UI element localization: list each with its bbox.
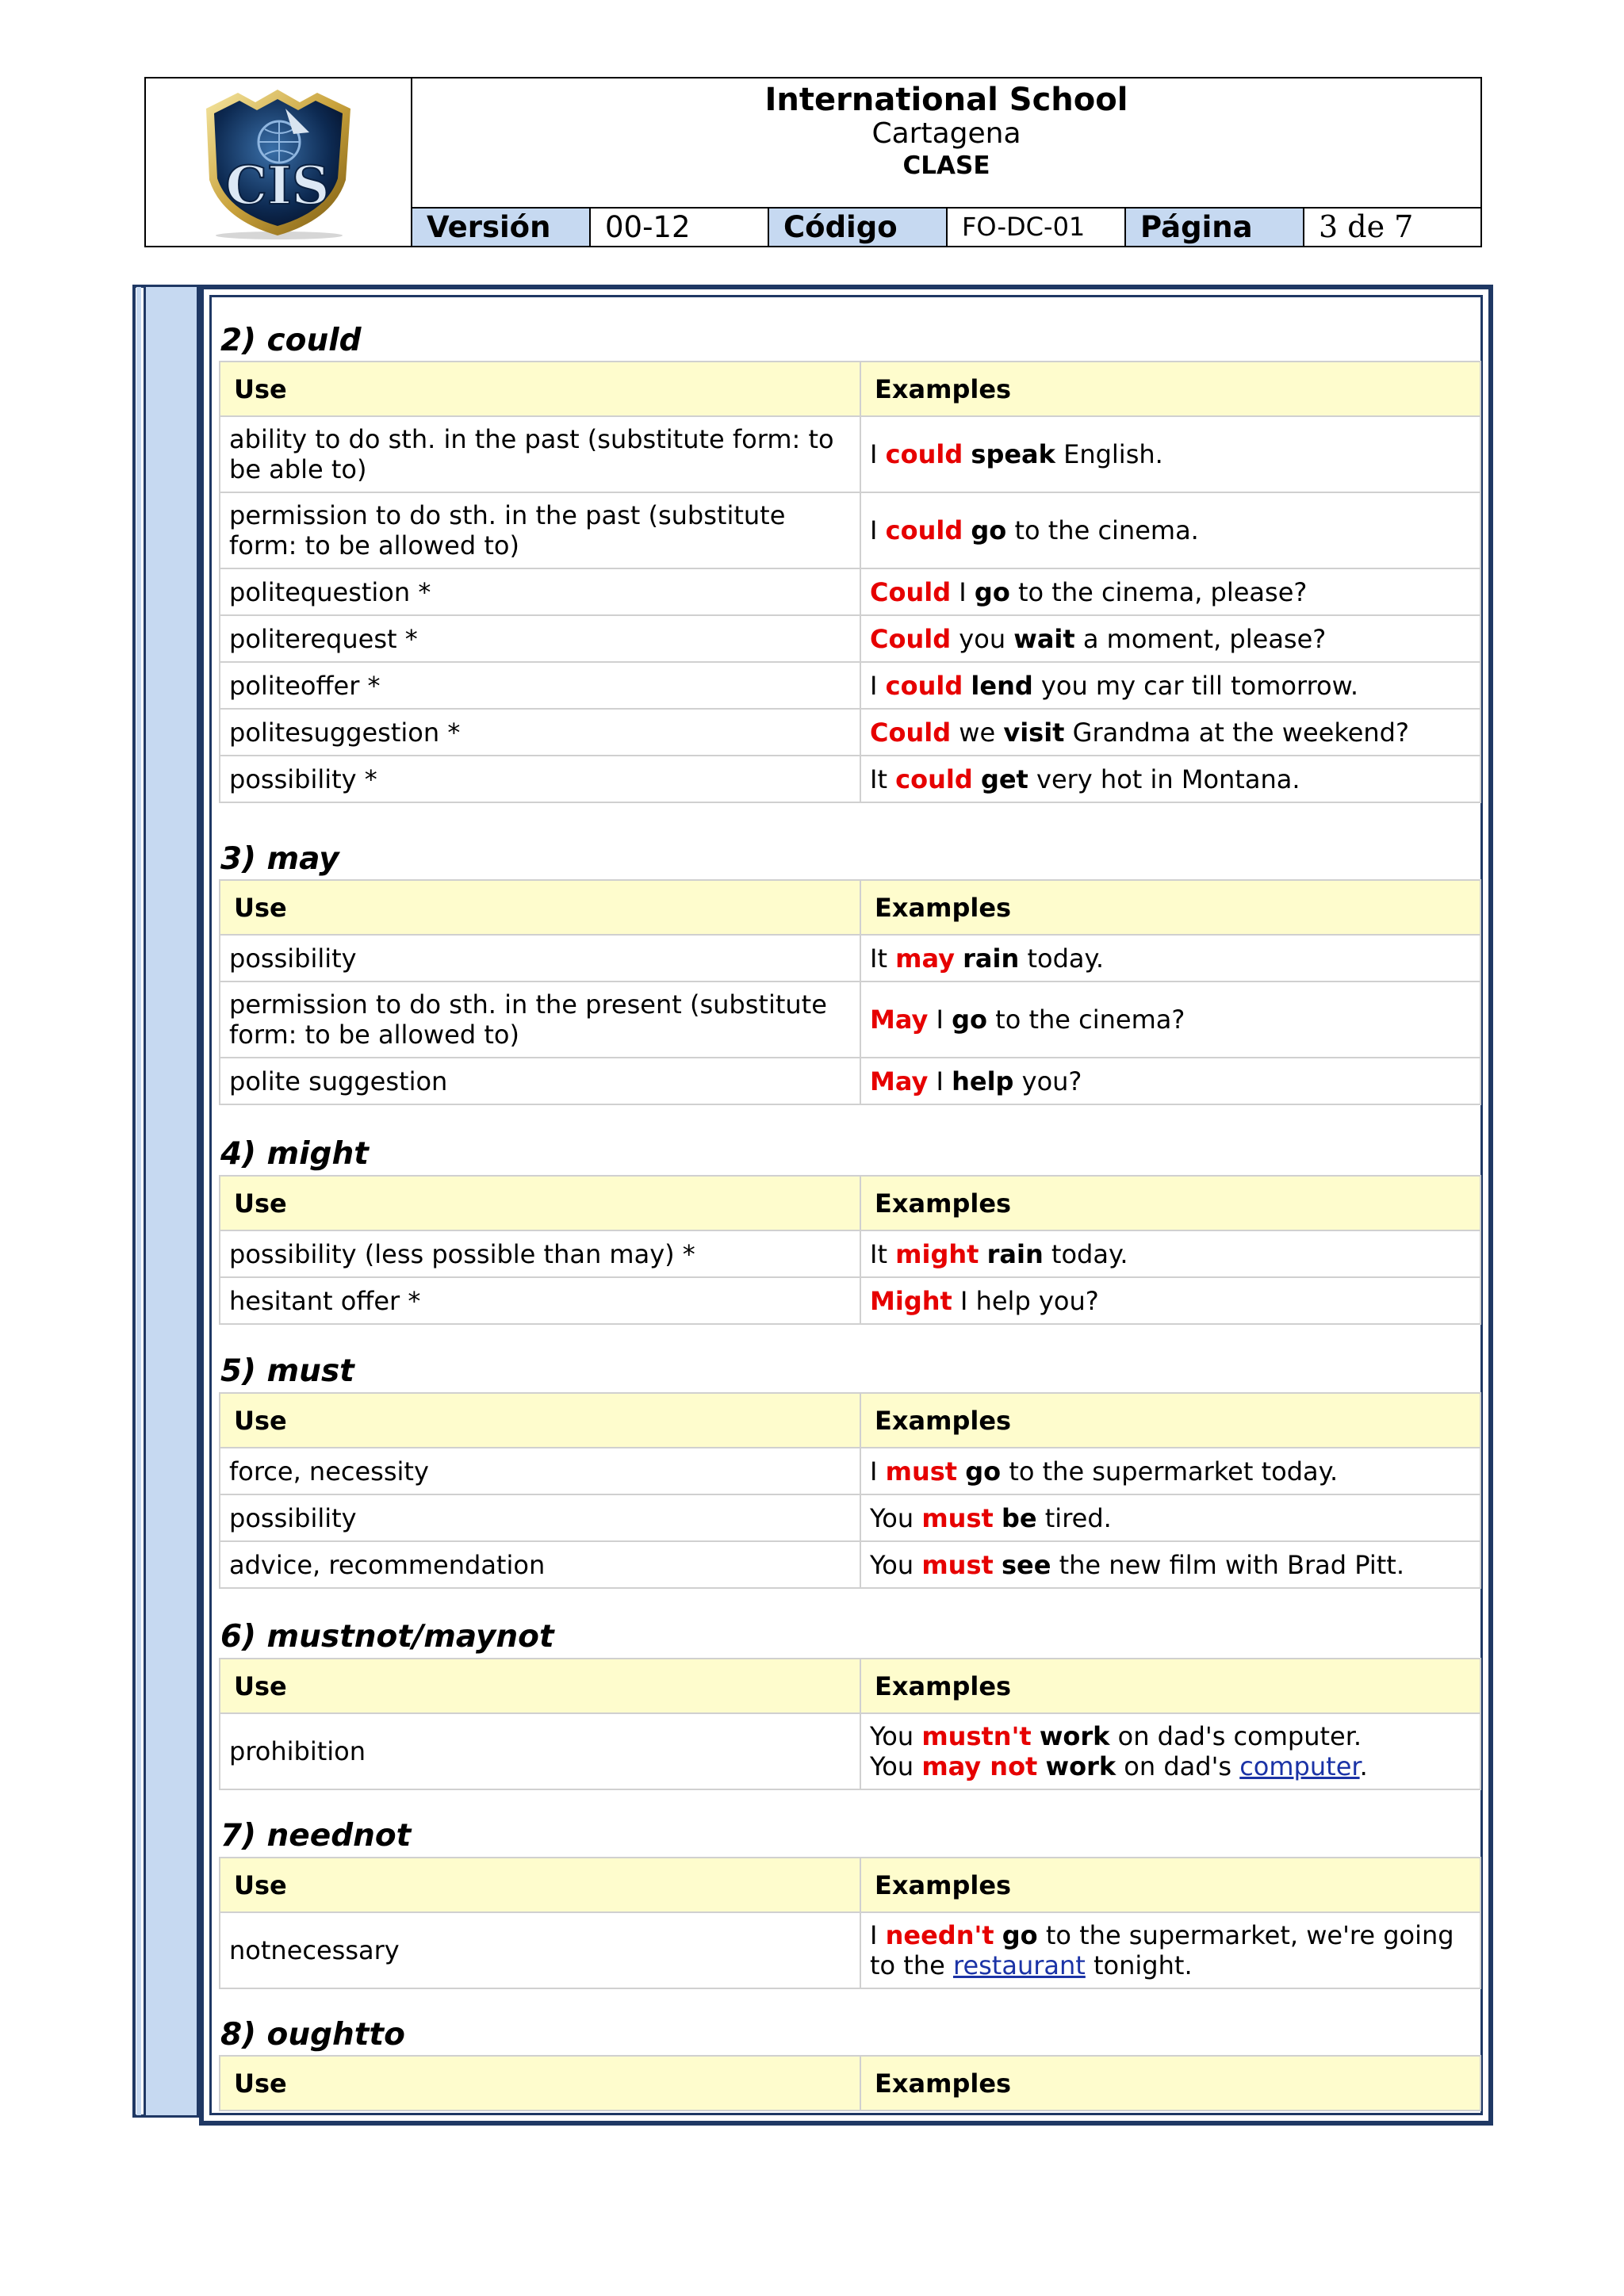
example-text: to the supermarket today. [1001,1456,1339,1487]
modal-verb: Could [870,623,952,654]
modal-verb: Could [870,717,952,748]
hyperlink[interactable]: restaurant [952,1950,1086,1980]
table-row [220,492,1480,568]
example-text [963,515,971,545]
example-text [1037,1751,1045,1781]
document-type: CLASE [902,151,990,180]
example-cell [860,709,1480,756]
main-verb: speak [971,439,1055,469]
example-text [1032,1721,1040,1751]
example-text: I help you? [952,1285,1099,1316]
school-logo-icon [182,85,373,240]
example-text: a moment, please? [1074,623,1327,654]
modal-verb: May [870,1066,929,1096]
example-text: I [870,439,886,469]
example-text: I [870,1920,886,1950]
table-header-row [220,1176,1480,1230]
example-text: I [870,1456,886,1487]
example-text: you my car till tomorrow. [1032,670,1358,701]
example-text: You [870,1502,922,1533]
example-cell [860,416,1480,492]
might-table [219,1175,1481,1325]
example-text: You [870,1751,922,1781]
modal-verb: must [921,1549,994,1580]
header-title-area [412,78,1480,209]
must-table [219,1392,1481,1589]
use-column-header: Use [220,1858,860,1912]
example-text: today. [1019,943,1105,974]
example-text: I [951,576,975,607]
example-text: It [870,943,896,974]
example-text [994,1550,1002,1580]
use-cell: permission to do sth. in the present (substitute form: to be allowed to) [220,982,860,1058]
use-cell: politesuggestion * [220,709,860,756]
table-header-row [220,362,1480,416]
main-verb: go [952,1004,987,1035]
left-border-stripe [136,287,141,2115]
modal-verb: Could [870,576,952,607]
code-label: Código [769,209,948,246]
modal-verb: could [885,439,963,469]
section-title-may: 3) may [220,841,339,877]
example-cell [860,662,1480,709]
examples-column-header: Examples [860,1176,1480,1230]
section-title-could: 2) could [220,323,362,358]
main-verb: go [974,576,1010,607]
use-cell: politerequest * [220,615,860,662]
main-verb: lend [971,670,1033,701]
section-title-oughtto: 8) oughtto [220,2017,405,2053]
use-column-header: Use [220,880,860,935]
page-label: Página [1126,209,1304,246]
example-cell [860,1541,1480,1588]
table-row [220,709,1480,756]
use-cell: possibility * [220,756,860,802]
example-cell [860,756,1480,802]
use-column-header: Use [220,1659,860,1713]
example-text: It [870,763,896,794]
section-title-neednot: 7) neednot [220,1818,412,1854]
table-header-row [220,1659,1480,1713]
version-value: 00-12 [591,209,769,246]
main-verb: help [952,1066,1014,1096]
use-cell: politequestion * [220,568,860,615]
example-text [994,1920,1002,1950]
use-column-header: Use [220,2056,860,2110]
table-row [220,1448,1480,1494]
use-cell: possibility [220,1494,860,1541]
may-table [219,879,1481,1105]
school-name: International School [764,82,1128,118]
version-label: Versión [412,209,591,246]
modal-verb: needn't [885,1920,994,1950]
use-column-header: Use [220,1393,860,1448]
example-text: very hot in Montana. [1028,763,1300,794]
main-verb: be [1001,1502,1037,1533]
example-text: on dad's computer. [1109,1721,1362,1751]
modal-verb: might [895,1238,979,1269]
main-verb: work [1045,1751,1116,1781]
example-cell [860,1448,1480,1494]
example-cell [860,982,1480,1058]
modal-verb: Might [870,1285,952,1316]
example-cell [860,935,1480,982]
main-verb: wait [1013,623,1075,654]
example-cell [860,1494,1480,1541]
example-text [994,1503,1002,1533]
table-header-row [220,1858,1480,1912]
example-text [979,1239,986,1269]
use-cell: polite suggestion [220,1058,860,1104]
oughtto-table [219,2055,1481,2111]
modal-verb: May [870,1004,929,1035]
use-cell: ability to do sth. in the past (substitute form: to be able to) [220,416,860,492]
hyperlink[interactable]: computer [1239,1751,1360,1781]
example-text: . [1359,1751,1368,1781]
example-text: Grandma at the weekend? [1064,717,1409,748]
table-header-row [220,2056,1480,2110]
modal-verb: may [895,943,955,974]
example-text: I [928,1004,952,1035]
examples-column-header: Examples [860,362,1480,416]
example-cell [860,1277,1480,1324]
example-text: English. [1055,439,1163,469]
modal-verb: could [885,515,963,545]
example-cell [860,568,1480,615]
example-cell [860,1912,1480,1988]
use-cell: notnecessary [220,1912,860,1988]
use-cell: permission to do sth. in the past (substitute form: to be allowed to) [220,492,860,568]
code-value: FO-DC-01 [948,209,1126,246]
modal-verb: mustn't [921,1721,1032,1751]
table-row [220,1713,1480,1789]
main-verb: go [971,515,1007,545]
example-text: You [870,1549,922,1580]
example-cell [860,1058,1480,1104]
main-verb: go [1002,1920,1038,1950]
modal-verb: must [885,1456,958,1487]
table-row [220,1277,1480,1324]
use-cell: force, necessity [220,1448,860,1494]
example-text: I [928,1066,952,1096]
examples-column-header: Examples [860,1659,1480,1713]
modal-verb: could [895,763,973,794]
example-text: to the cinema, please? [1009,576,1308,607]
main-verb: rain [963,943,1020,974]
table-row [220,1230,1480,1277]
table-header-row [220,880,1480,935]
modal-verb: must [921,1502,994,1533]
modal-verb: could [885,670,963,701]
main-verb: go [965,1456,1002,1487]
examples-column-header: Examples [860,2056,1480,2110]
use-column-header: Use [220,1176,860,1230]
example-text [973,764,981,794]
example-text [963,439,971,469]
use-cell: possibility [220,935,860,982]
examples-column-header: Examples [860,880,1480,935]
example-cell [860,615,1480,662]
table-row [220,935,1480,982]
section-title-might: 4) might [220,1136,369,1172]
table-row [220,1912,1480,1988]
section-title-must: 5) must [220,1353,354,1389]
example-text: you [951,623,1014,654]
example-text [957,1456,965,1487]
example-cell [860,1713,1480,1789]
example-text: on dad's [1116,1751,1240,1781]
main-verb: visit [1003,717,1065,748]
example-text: It [870,1238,896,1269]
example-cell [860,1230,1480,1277]
left-border-panel [144,287,199,2115]
main-verb: rain [986,1238,1044,1269]
table-row [220,615,1480,662]
could-table [219,361,1481,803]
example-text: we [951,717,1004,748]
document-header [144,77,1482,247]
example-text: you? [1013,1066,1082,1096]
section-title-mustnot-maynot: 6) mustnot/maynot [220,1619,554,1655]
table-row [220,982,1480,1058]
logo-cell [146,78,412,246]
use-column-header: Use [220,362,860,416]
examples-column-header: Examples [860,1393,1480,1448]
main-verb: see [1001,1549,1051,1580]
use-cell: politeoffer * [220,662,860,709]
example-text: to the supermarket, we're going to the [870,1920,1454,1980]
example-text: to the cinema? [986,1004,1185,1035]
use-cell: possibility (less possible than may) * [220,1230,860,1277]
example-text: tired. [1036,1502,1112,1533]
table-row [220,416,1480,492]
examples-column-header: Examples [860,1858,1480,1912]
example-text [963,671,971,701]
neednot-table [219,1857,1481,1989]
mustnot-maynot-table [219,1658,1481,1790]
example-text: the new film with Brad Pitt. [1051,1549,1404,1580]
use-cell: hesitant offer * [220,1277,860,1324]
table-header-row [220,1393,1480,1448]
use-cell: prohibition [220,1713,860,1789]
page-value: 3 de 7 [1304,209,1480,246]
table-row [220,662,1480,709]
logo-lettering: CIS [225,155,330,216]
example-text: tonight. [1085,1950,1193,1980]
main-verb: work [1039,1721,1110,1751]
table-row [220,1541,1480,1588]
school-city: Cartagena [871,117,1021,150]
main-verb: get [980,763,1028,794]
example-cell [860,492,1480,568]
example-text: today. [1043,1238,1128,1269]
example-text: You [870,1721,922,1751]
example-text: I [870,670,886,701]
modal-verb: may not [921,1751,1038,1781]
table-row [220,568,1480,615]
use-cell: advice, recommendation [220,1541,860,1588]
table-row [220,1494,1480,1541]
example-text: I [870,515,886,545]
example-text [955,943,963,974]
example-text: to the cinema. [1006,515,1199,545]
table-row [220,1058,1480,1104]
table-row [220,756,1480,802]
